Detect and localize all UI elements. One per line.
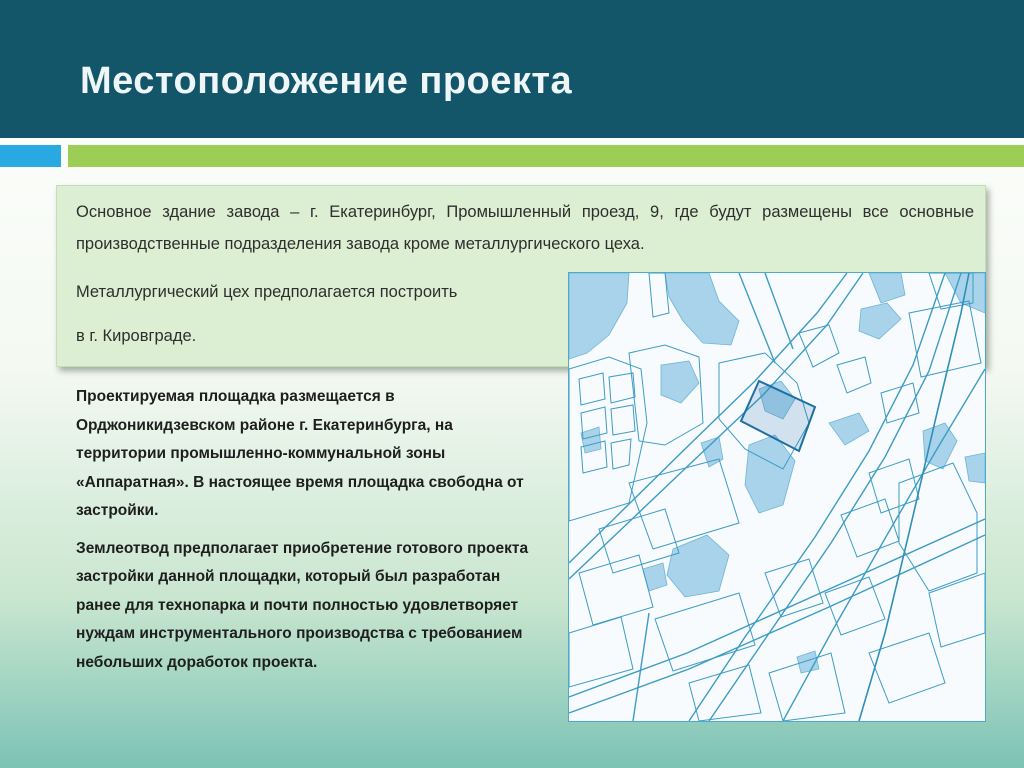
slide-title: Местоположение проекта	[80, 60, 573, 102]
details-paragraph-2: Землеотвод предполагает приобретение готового проекта застройки данной площадки, который был разработан ранее для технопарка и почти полностью удовлетворяет нуждам инструментального производства с требованием небольших доработок проекта.	[76, 539, 529, 671]
site-plan-map	[568, 272, 986, 722]
details-paragraph-1: Проектируемая площадка размещается в Орджоникидзевском районе г. Екатеринбурга, на территории промышленно-коммунальной зоны «Аппаратная». В настоящее время площадка свободна от застройки.	[76, 388, 524, 519]
intro-paragraph-2-line-2: в г. Кировграде.	[76, 327, 197, 345]
details-text	[76, 383, 536, 686]
map-drawing	[569, 273, 985, 721]
intro-paragraph-1: Основное здание завода – г. Екатеринбург, Промышленный проезд, 9, где будут размещены все основные производственные подразделения завода кроме металлургического цеха.	[76, 203, 974, 253]
intro-paragraph-2	[76, 270, 546, 358]
accent-bar-blue	[0, 145, 61, 167]
intro-paragraph-2-line-1: Металлургический цех предполагается построить	[76, 283, 458, 301]
project-site-marker	[741, 381, 815, 451]
accent-bar-green	[68, 145, 1024, 167]
